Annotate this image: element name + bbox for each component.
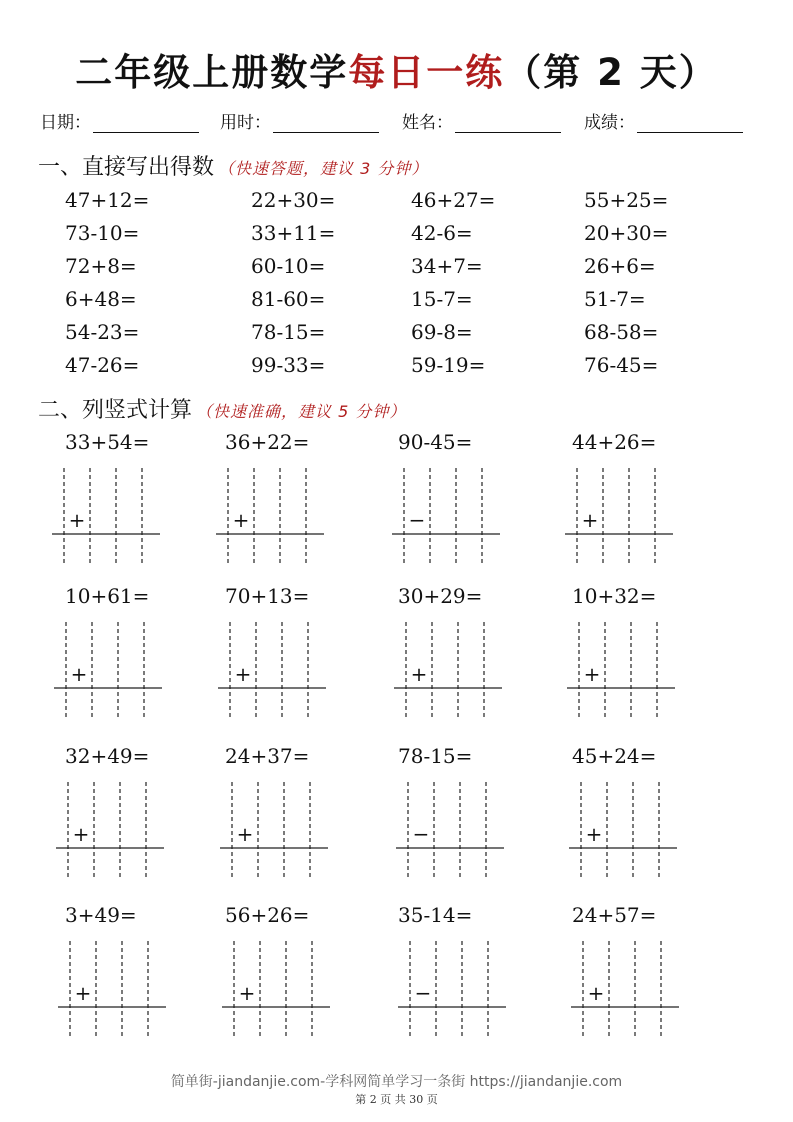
calc-answer-box[interactable] (56, 782, 162, 880)
page-number: 第 2 页 共 30 页 (355, 1093, 438, 1106)
mental-question: 6+48= (65, 287, 137, 311)
operator-sign: − (408, 508, 426, 532)
vertical-question: 24+57= (572, 903, 657, 927)
calc-answer-box[interactable] (222, 941, 328, 1039)
operator-sign: + (236, 822, 254, 846)
score-field[interactable] (584, 108, 743, 133)
operator-sign: + (583, 662, 601, 686)
section-2-hint: （快速准确，建议 5 分钟） (196, 402, 407, 421)
operator-sign: + (587, 981, 605, 1005)
mental-question: 46+27= (411, 188, 496, 212)
mental-question: 47-26= (65, 353, 140, 377)
mental-question: 72+8= (65, 254, 137, 278)
vertical-question: 45+24= (572, 744, 657, 768)
mental-question: 59-19= (411, 353, 486, 377)
mental-question: 73-10= (65, 221, 140, 245)
page-title (0, 42, 793, 96)
vertical-question: 3+49= (65, 903, 137, 927)
mental-question: 78-15= (251, 320, 326, 344)
mental-question: 81-60= (251, 287, 326, 311)
calc-answer-box[interactable] (54, 622, 160, 720)
title-part-1: 二年级上册数学 (75, 51, 349, 94)
date-label: 日期： (40, 113, 91, 133)
operator-sign: + (585, 822, 603, 846)
vertical-question: 33+54= (65, 430, 150, 454)
calc-answer-box[interactable] (216, 468, 322, 566)
mental-question: 68-58= (584, 320, 659, 344)
vertical-question: 10+32= (572, 584, 657, 608)
name-field[interactable] (402, 108, 561, 133)
mental-question: 54-23= (65, 320, 140, 344)
calc-answer-box[interactable] (394, 622, 500, 720)
section-1-title: 一、直接写出得数 (38, 155, 215, 180)
vertical-question: 56+26= (225, 903, 310, 927)
mental-question: 15-7= (411, 287, 473, 311)
date-field[interactable] (40, 108, 199, 133)
mental-question: 33+11= (251, 221, 336, 245)
mental-question: 47+12= (65, 188, 150, 212)
time-field[interactable] (220, 108, 379, 133)
mental-question: 42-6= (411, 221, 473, 245)
vertical-question: 90-45= (398, 430, 473, 454)
operator-sign: − (412, 822, 430, 846)
score-label: 成绩： (584, 113, 635, 133)
name-label: 姓名： (402, 113, 453, 133)
section-2-heading (38, 393, 406, 424)
time-label: 用时： (220, 113, 271, 133)
calc-answer-box[interactable] (58, 941, 164, 1039)
operator-sign: + (410, 662, 428, 686)
title-part-2: （第 2 天） (504, 51, 718, 94)
calc-answer-box[interactable] (398, 941, 504, 1039)
calc-answer-box[interactable] (52, 468, 158, 566)
operator-sign: + (70, 662, 88, 686)
calc-answer-box[interactable] (392, 468, 498, 566)
vertical-question: 44+26= (572, 430, 657, 454)
calc-answer-box[interactable] (571, 941, 677, 1039)
mental-question: 22+30= (251, 188, 336, 212)
section-2-title: 二、列竖式计算 (38, 398, 193, 423)
vertical-question: 70+13= (225, 584, 310, 608)
vertical-question: 36+22= (225, 430, 310, 454)
section-1-hint: （快速答题，建议 3 分钟） (218, 159, 429, 178)
student-info-row (40, 108, 760, 134)
operator-sign: + (68, 508, 86, 532)
mental-question: 51-7= (584, 287, 646, 311)
name-blank[interactable] (455, 114, 561, 133)
title-highlight: 每日一练 (348, 51, 505, 94)
mental-question: 99-33= (251, 353, 326, 377)
mental-question: 34+7= (411, 254, 483, 278)
operator-sign: − (414, 981, 432, 1005)
vertical-question: 24+37= (225, 744, 310, 768)
mental-question: 60-10= (251, 254, 326, 278)
mental-question: 20+30= (584, 221, 669, 245)
operator-sign: + (232, 508, 250, 532)
calc-answer-box[interactable] (218, 622, 324, 720)
operator-sign: + (234, 662, 252, 686)
date-blank[interactable] (93, 114, 199, 133)
operator-sign: + (74, 981, 92, 1005)
footer-text: 简单街-jiandanjie.com-学科网简单学习一条街 https://jiandanjie.com (170, 1074, 623, 1090)
mental-question: 26+6= (584, 254, 656, 278)
vertical-question: 32+49= (65, 744, 150, 768)
vertical-question: 78-15= (398, 744, 473, 768)
mental-question: 55+25= (584, 188, 669, 212)
vertical-question: 10+61= (65, 584, 150, 608)
vertical-question: 35-14= (398, 903, 473, 927)
calc-answer-box[interactable] (567, 622, 673, 720)
section-1-heading (38, 150, 428, 181)
operator-sign: + (72, 822, 90, 846)
calc-answer-box[interactable] (220, 782, 326, 880)
score-blank[interactable] (637, 114, 743, 133)
vertical-question: 30+29= (398, 584, 483, 608)
mental-question: 69-8= (411, 320, 473, 344)
calc-answer-box[interactable] (569, 782, 675, 880)
operator-sign: + (238, 981, 256, 1005)
operator-sign: + (581, 508, 599, 532)
time-blank[interactable] (273, 114, 379, 133)
calc-answer-box[interactable] (565, 468, 671, 566)
mental-question: 76-45= (584, 353, 659, 377)
calc-answer-box[interactable] (396, 782, 502, 880)
